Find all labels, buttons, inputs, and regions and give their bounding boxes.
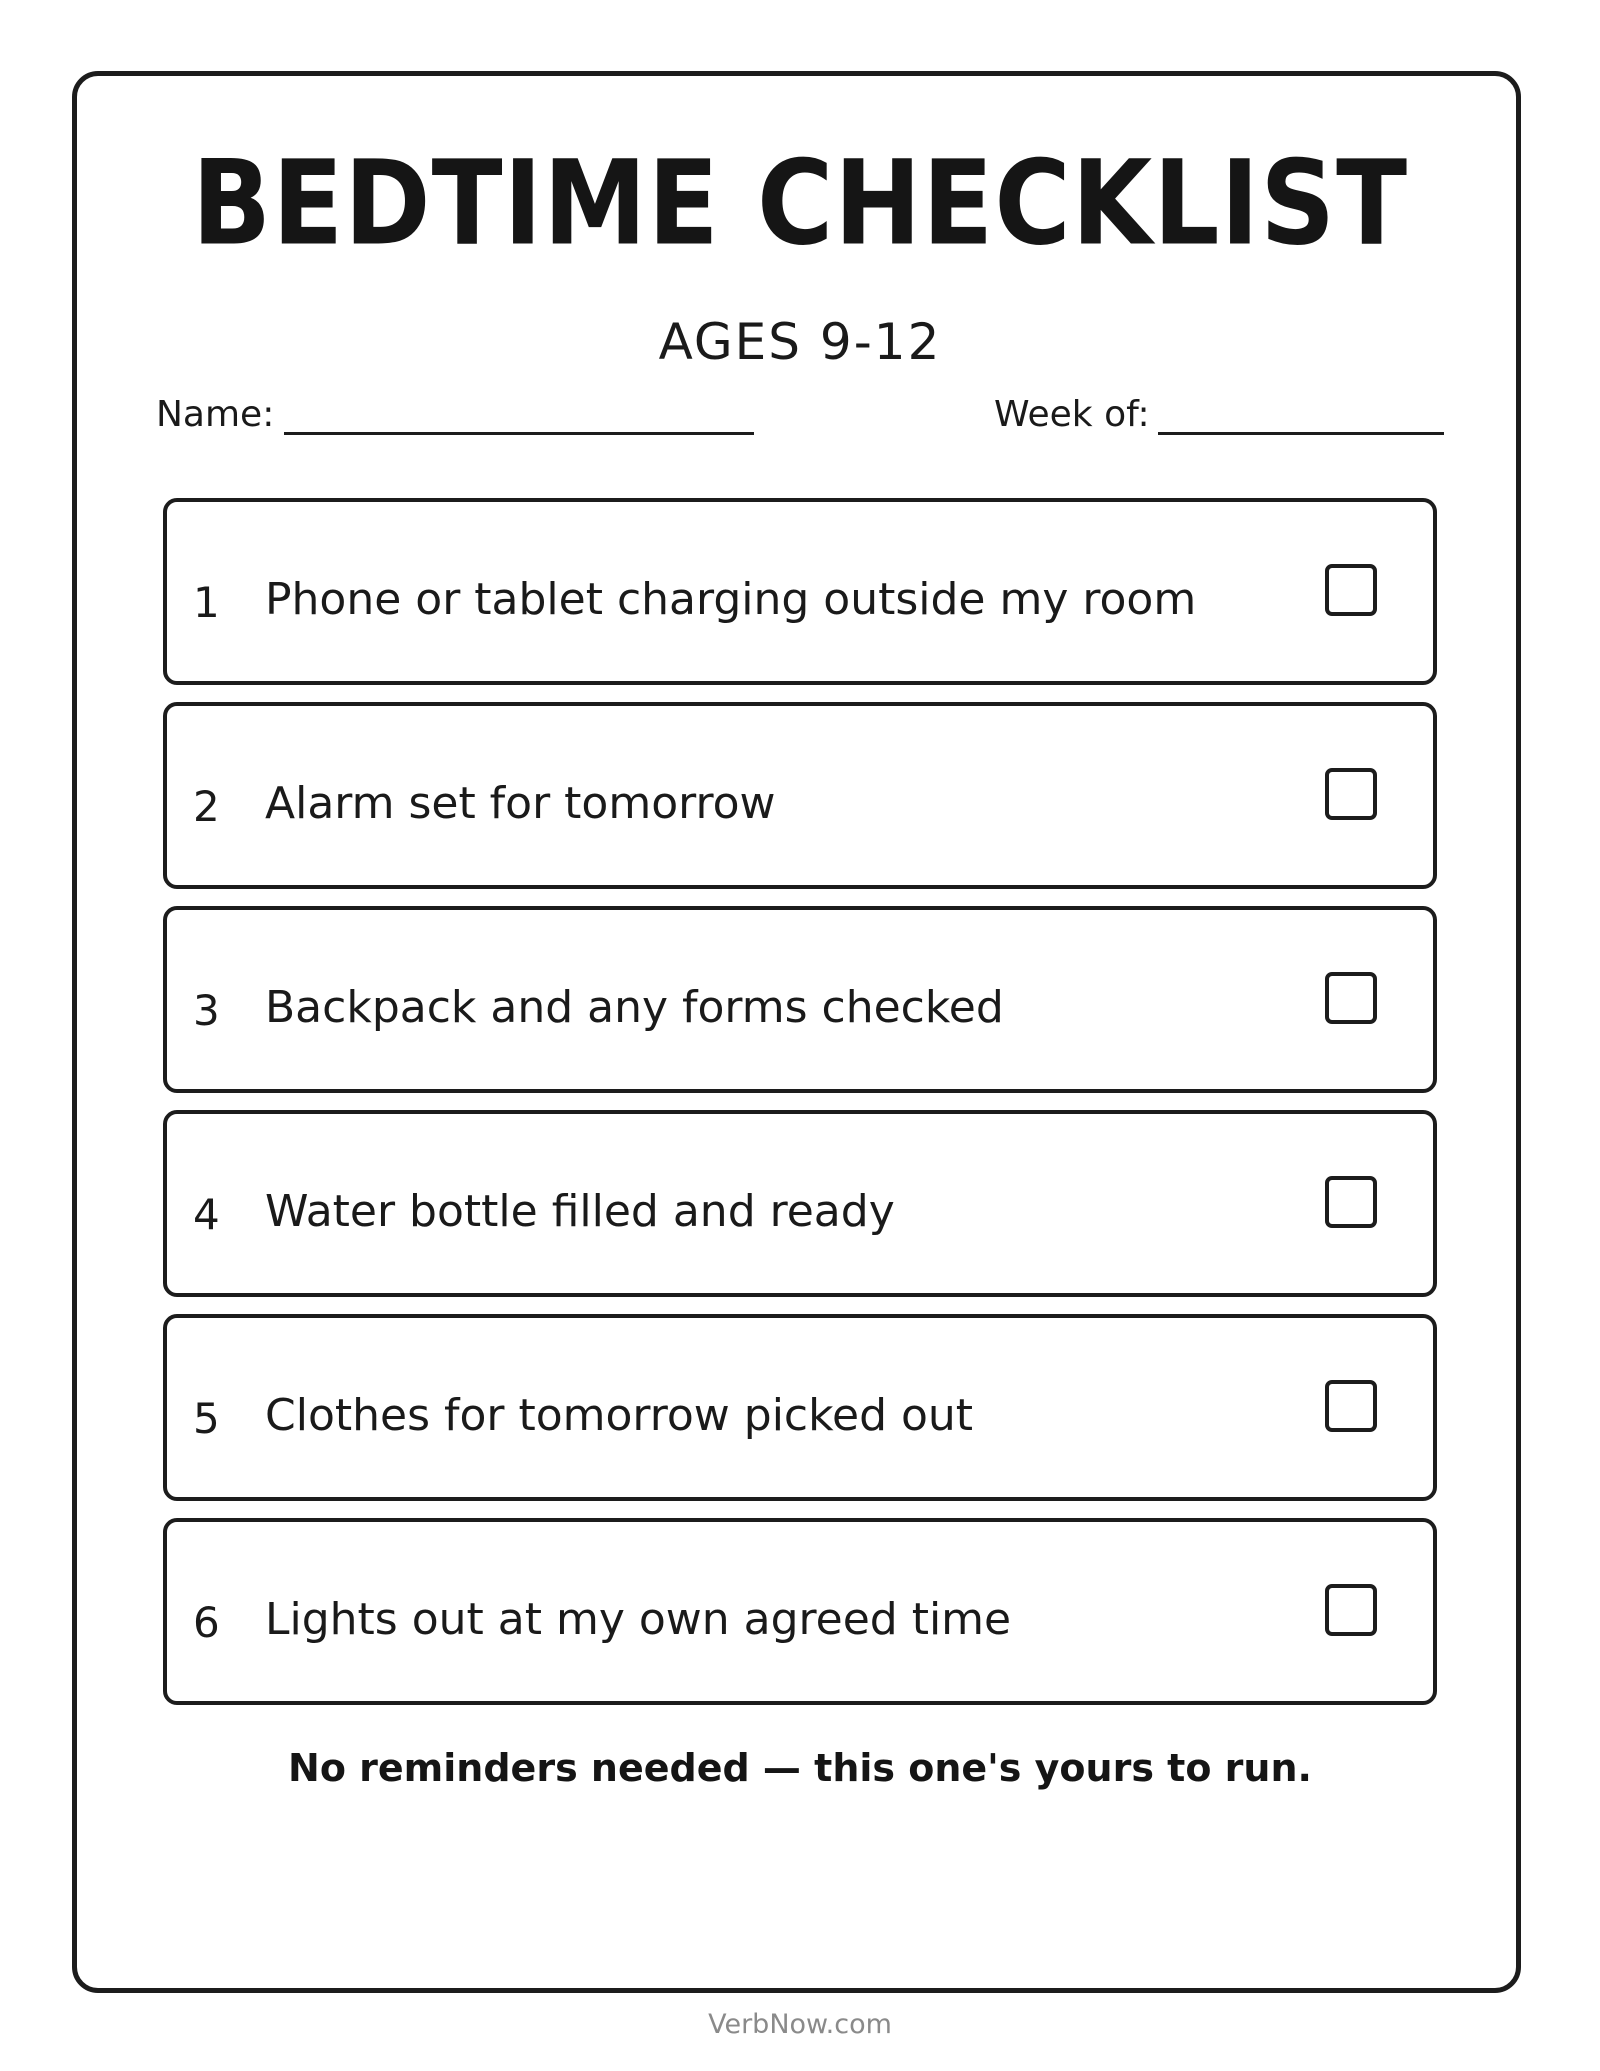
checkbox[interactable] bbox=[1325, 1176, 1377, 1228]
checklist-item bbox=[163, 1110, 1437, 1297]
item-number: 2 bbox=[193, 782, 220, 831]
item-text: Phone or tablet charging outside my room bbox=[265, 574, 1197, 625]
name-label: Name: bbox=[156, 394, 275, 435]
checkbox[interactable] bbox=[1325, 1380, 1377, 1432]
item-text: Backpack and any forms checked bbox=[265, 982, 1004, 1033]
checkbox[interactable] bbox=[1325, 768, 1377, 820]
item-number: 5 bbox=[193, 1394, 220, 1443]
page-title: BEDTIME CHECKLIST bbox=[191, 134, 1409, 272]
checkbox[interactable] bbox=[1325, 972, 1377, 1024]
checklist-item bbox=[163, 702, 1437, 889]
checkbox[interactable] bbox=[1325, 1584, 1377, 1636]
checklist-item bbox=[163, 1314, 1437, 1501]
item-number: 4 bbox=[193, 1190, 220, 1239]
item-text: Clothes for tomorrow picked out bbox=[265, 1390, 974, 1441]
item-text: Alarm set for tomorrow bbox=[265, 778, 776, 829]
item-text: Lights out at my own agreed time bbox=[265, 1594, 1012, 1645]
checkbox[interactable] bbox=[1325, 564, 1377, 616]
item-number: 1 bbox=[193, 578, 220, 627]
checklist-item bbox=[163, 906, 1437, 1093]
name-field[interactable] bbox=[284, 432, 754, 435]
week-of-field[interactable] bbox=[1158, 432, 1444, 435]
week-of-label: Week of: bbox=[994, 394, 1150, 435]
age-range-subtitle: AGES 9-12 bbox=[658, 313, 942, 371]
item-number: 3 bbox=[193, 986, 220, 1035]
item-number: 6 bbox=[193, 1598, 220, 1647]
footer-note: No reminders needed — this one's yours to run. bbox=[288, 1746, 1312, 1790]
item-text: Water bottle filled and ready bbox=[265, 1186, 895, 1237]
checklist-item bbox=[163, 498, 1437, 685]
checklist-item bbox=[163, 1518, 1437, 1705]
site-credit: VerbNow.com bbox=[708, 2009, 892, 2040]
